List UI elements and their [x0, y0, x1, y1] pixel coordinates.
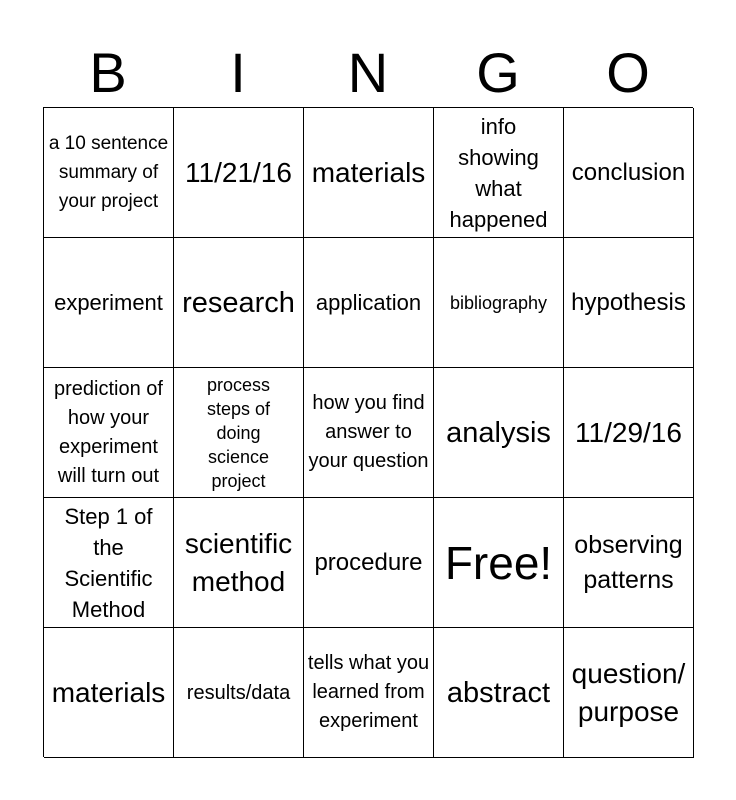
bingo-cell[interactable] [174, 628, 304, 758]
bingo-cell[interactable] [564, 498, 694, 628]
bingo-cell[interactable] [174, 498, 304, 628]
cell-text: question/ purpose [571, 657, 686, 727]
cell-text: 11/29/16 [575, 416, 682, 448]
bingo-cell[interactable] [304, 238, 434, 368]
bingo-cell[interactable] [44, 108, 174, 238]
cell-text: materials [51, 676, 166, 708]
cell-text: procedure [314, 548, 423, 576]
bingo-header [43, 40, 693, 106]
bingo-cell[interactable] [564, 108, 694, 238]
bingo-cell[interactable] [304, 368, 434, 498]
bingo-cell[interactable] [174, 238, 304, 368]
header-letter-i: I [230, 41, 246, 104]
bingo-cell[interactable] [174, 108, 304, 238]
cell-text: materials [311, 156, 426, 188]
bingo-cell[interactable] [44, 368, 174, 498]
bingo-cell[interactable] [44, 498, 174, 628]
cell-text: 11/21/16 [185, 156, 292, 188]
cell-text: analysis [446, 416, 551, 449]
cell-text: bibliography [449, 292, 548, 313]
cell-text: prediction of how your experiment will turn out [54, 377, 163, 487]
bingo-cell[interactable] [564, 238, 694, 368]
bingo-cell[interactable] [174, 368, 304, 498]
cell-text: hypothesis [571, 288, 686, 316]
bingo-cell[interactable] [304, 628, 434, 758]
bingo-cell[interactable] [44, 238, 174, 368]
bingo-cell[interactable] [304, 108, 434, 238]
cell-text: Step 1 of the Scientific Method [64, 503, 153, 622]
free-space-text: Free! [444, 536, 553, 589]
bingo-cell free-cell[interactable] [434, 498, 564, 628]
bingo-cell[interactable] [564, 628, 694, 758]
header-letter-g: G [476, 41, 520, 104]
cell-text: info showing what happened [449, 113, 548, 232]
cell-text: scientific method [184, 527, 293, 597]
bingo-cell[interactable] [304, 498, 434, 628]
header-letter-n: N [347, 41, 389, 104]
cell-text: how you find answer to your question [308, 392, 429, 472]
cell-text: experiment [54, 289, 163, 315]
cell-text: conclusion [571, 158, 686, 186]
bingo-board [43, 107, 693, 757]
bingo-cell[interactable] [434, 628, 564, 758]
cell-text: process steps of doing science project [206, 374, 271, 491]
cell-text: a 10 sentence summary of your project [48, 133, 169, 212]
cell-text: results/data [186, 681, 291, 704]
cell-text: tells what you learned from experiment [307, 652, 430, 732]
cell-text: observing patterns [574, 530, 683, 594]
cell-text: research [182, 286, 295, 319]
bingo-cell[interactable] [44, 628, 174, 758]
bingo-cell[interactable] [564, 368, 694, 498]
bingo-cell[interactable] [434, 108, 564, 238]
cell-text: application [315, 289, 422, 315]
bingo-cell[interactable] [434, 238, 564, 368]
cell-text: abstract [446, 676, 551, 709]
header-letter-b: B [89, 41, 127, 104]
bingo-cell[interactable] [434, 368, 564, 498]
header-letter-o: O [606, 41, 650, 104]
